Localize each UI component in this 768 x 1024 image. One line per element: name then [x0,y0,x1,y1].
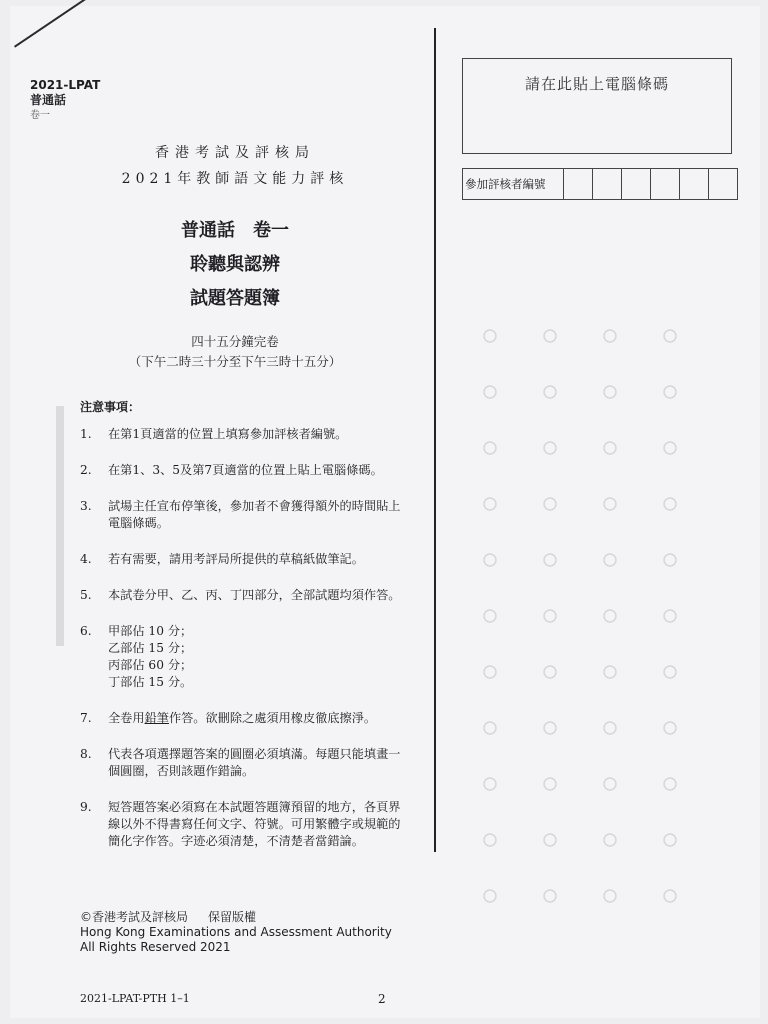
copyright-en-rights: All Rights Reserved 2021 [80,940,231,954]
candidate-digit-cell[interactable] [680,169,709,199]
note-text: 在第1、3、5及第7頁適當的位置上貼上電腦條碼。 [108,463,383,477]
duration-text: 四十五分鐘完卷 [191,334,279,349]
note-number: 7. [80,711,92,725]
note-text: 代表各項選擇題答案的圓圈必須填滿。每題只能填畫一個圓圈，否則該題作錯論。 [108,747,401,778]
note-number: 5. [80,588,92,602]
note-item [80,498,410,532]
corner-label [30,78,100,123]
note-number: 6. [80,624,92,638]
note-text: 若有需要，請用考評局所提供的草稿紙做筆記。 [108,552,364,566]
note-item [80,587,410,604]
barcode-label: 請在此貼上電腦條碼 [524,75,669,93]
note-text: 全卷用鉛筆作答。欲刪除之處須用橡皮徹底擦淨。 [108,711,377,725]
copyright-reserved: 保留版權 [208,910,257,924]
notes-list [80,426,410,869]
note-number: 4. [80,552,92,566]
subject: 普通話 [30,93,67,107]
note-text: 試場主任宣布停筆後，參加者不會獲得額外的時間貼上電腦條碼。 [108,499,401,530]
barcode-area[interactable] [462,58,732,154]
candidate-digit-cell[interactable] [564,169,593,199]
note-text: 本試卷分甲、乙、丙、丁四部分，全部試題均須作答。 [108,588,401,602]
section-title: 聆聽與認辨 [190,254,280,275]
exam-code: 2021-LPAT [30,78,101,92]
exam-header [70,142,400,188]
note-number: 2. [80,463,92,477]
candidate-digit-cell[interactable] [709,169,737,199]
bleed-through [450,206,750,946]
paper-title: 普通話 卷一 [181,220,289,241]
booklet-title: 試題答題簿 [190,288,280,309]
page-divider [434,28,436,852]
duration [70,332,400,372]
note-text: 甲部佔 10 分； 乙部佔 15 分； 丙部佔 60 分； 丁部佔 15 分。 [108,624,193,689]
note-number: 9. [80,800,92,814]
copyright-en-org: Hong Kong Examinations and Assessment Authority [80,925,392,939]
bleed-through-left [46,406,76,646]
diagonal-line [14,0,181,48]
note-item [80,426,410,443]
note-item [80,623,410,691]
exam-page [10,6,760,1018]
note-number: 3. [80,499,92,513]
note-number: 1. [80,427,92,441]
copyright [80,910,392,955]
candidate-digit-cell[interactable] [622,169,651,199]
note-text: 在第1頁適當的位置上填寫參加評核者編號。 [108,427,348,441]
note-item [80,551,410,568]
candidate-number-label: 參加評核者編號 [463,169,564,199]
candidate-digit-cell[interactable] [651,169,680,199]
organization: 香港考試及評核局 [155,145,315,161]
time-range: （下午二時三十分至下午三時十五分） [128,354,342,369]
candidate-number-box[interactable] [462,168,738,200]
candidate-digit-cell[interactable] [593,169,622,199]
note-number: 8. [80,747,92,761]
paper-no: 卷一 [30,110,50,121]
note-item [80,462,410,479]
copyright-org: ©香港考試及評核局 [80,910,189,924]
notes-heading: 注意事項： [80,400,141,414]
note-item [80,710,410,727]
assessment-title: 2021年教師語文能力評核 [121,171,349,187]
paper-code: 2021-LPAT-PTH 1–1 [80,992,190,1005]
note-item [80,746,410,780]
page-number: 2 [378,992,386,1006]
note-text: 短答題答案必須寫在本試題答題簿預留的地方，各頁界線以外不得書寫任何文字、符號。可用繁體字或規範的簡化字作答。字迹必須清楚，不清楚者當錯論。 [108,800,401,848]
note-item [80,799,410,850]
